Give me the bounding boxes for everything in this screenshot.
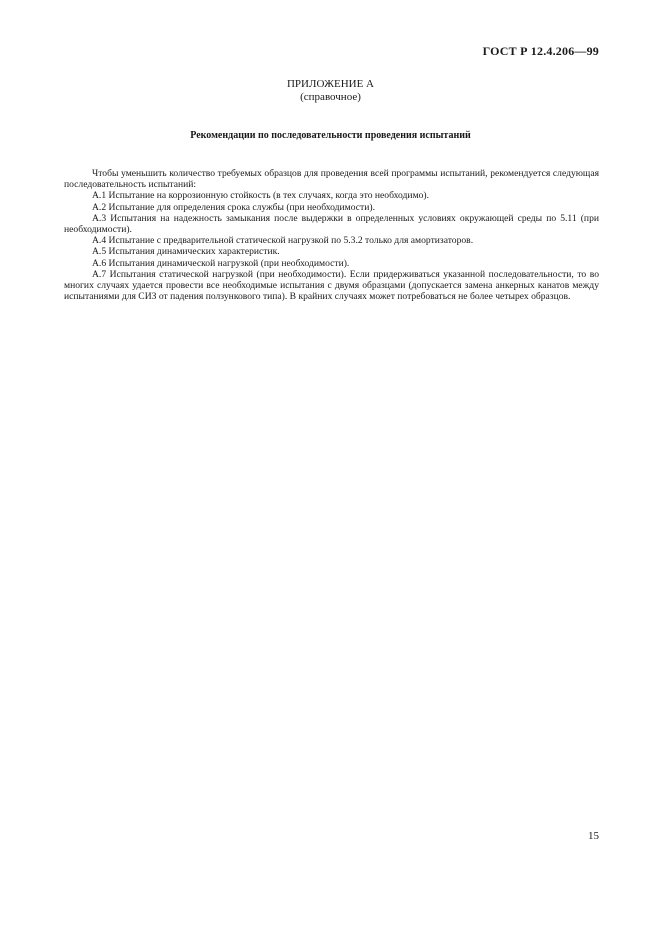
page-number: 15 [588, 830, 599, 842]
intro-paragraph: Чтобы уменьшить количество требуемых образцов для проведения всей программы испытаний, рекомендуется следующая последовательность испытаний: [64, 168, 599, 191]
body-text [64, 168, 599, 302]
list-item-a3: А.3 Испытания на надежность замыкания после выдержки в определенных условиях окружающей среды по 5.11 (при необходимости). [64, 212, 599, 236]
appendix-type: (справочное) [300, 91, 361, 103]
document-code: ГОСТ Р 12.4.206—99 [482, 44, 599, 58]
list-item-a6: А.6 Испытания динамической нагрузкой (при необходимости). [92, 257, 350, 269]
appendix-title: Рекомендации по последовательности проведения испытаний [190, 130, 471, 141]
list-item-a4: А.4 Испытание с предварительной статической нагрузкой по 5.3.2 только для амортизаторов. [92, 235, 474, 247]
list-item-a7: А.7 Испытания статической нагрузкой (при необходимости). Если придерживаться указанной последовательности, то во многих случаях удается провести все необходимые испытания с двумя образцами (допускается замена анкерных канатов между испытаниями для СИЗ от падения ползункового типа). В крайних случаях может потребоваться не более четырех образцов. [64, 268, 599, 303]
appendix-heading [0, 78, 661, 104]
list-item-a5: А.5 Испытания динамических характеристик. [92, 246, 280, 258]
list-item-a1: А.1 Испытание на коррозионную стойкость (в тех случаях, когда это необходимо). [92, 190, 430, 202]
appendix-label: ПРИЛОЖЕНИЕ А [286, 78, 374, 90]
list-item-a2: А.2 Испытание для определения срока службы (при необходимости). [92, 201, 375, 213]
